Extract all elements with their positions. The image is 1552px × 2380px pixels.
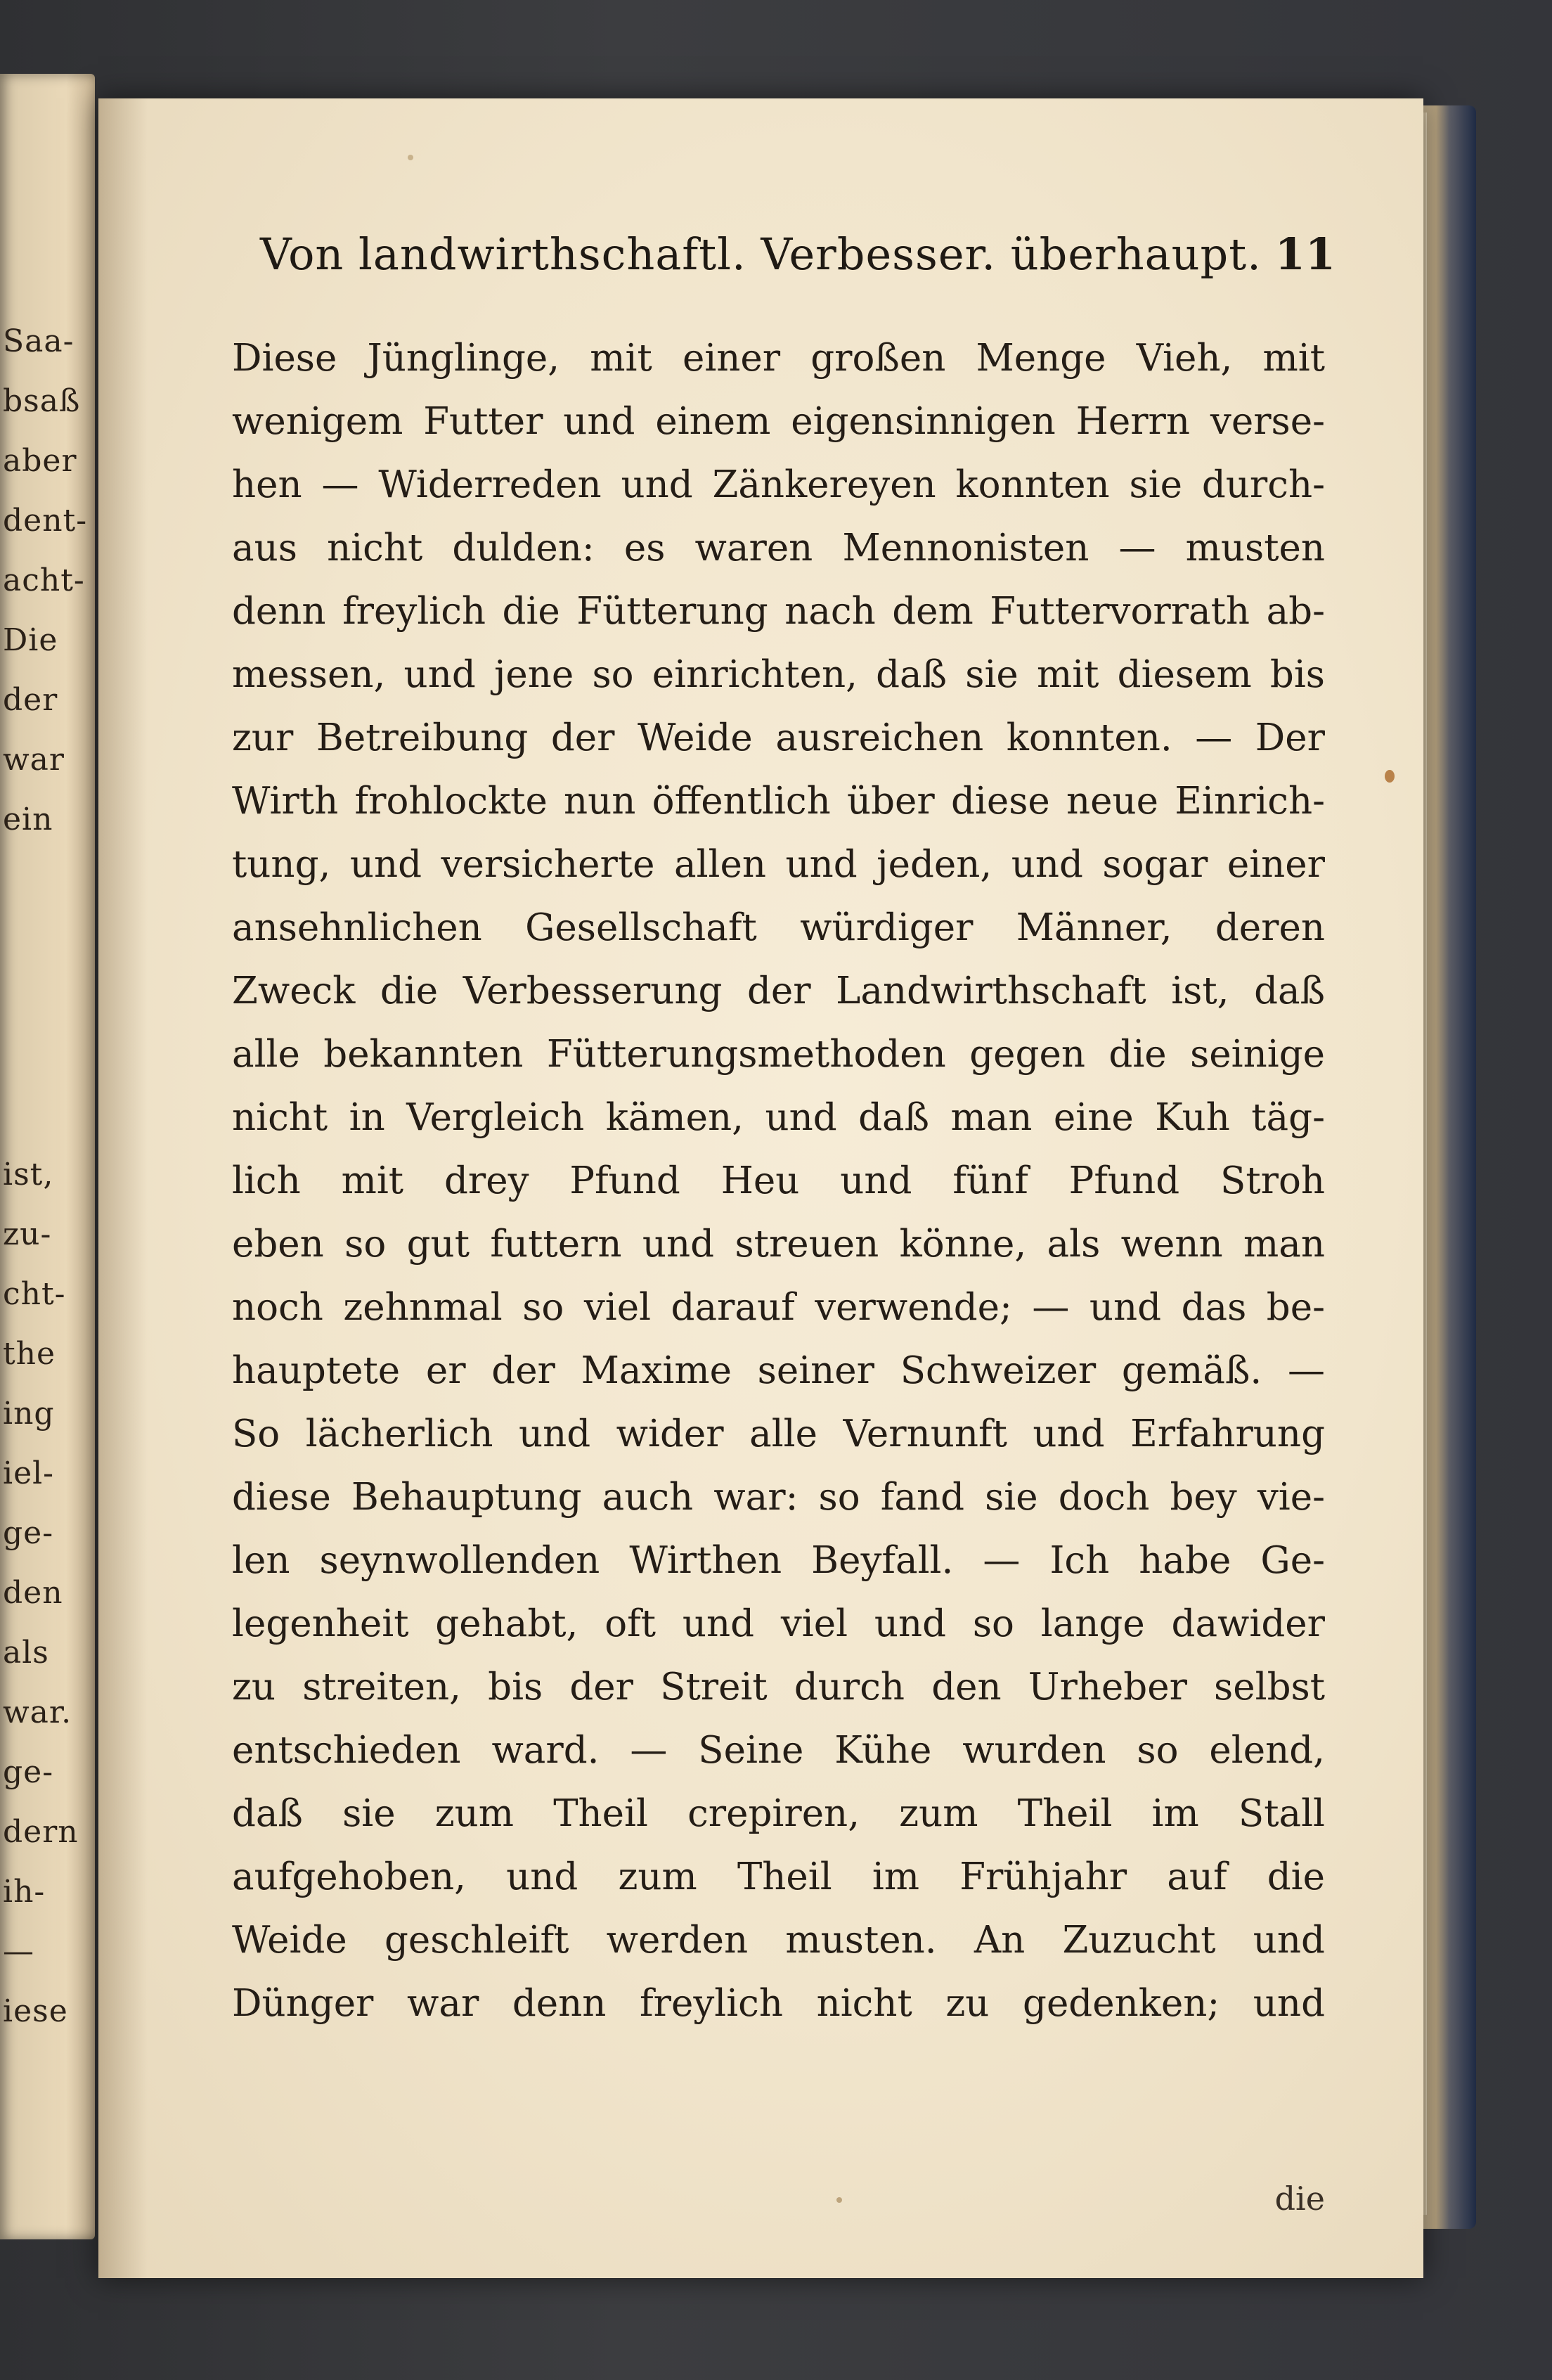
text-line: len seynwollenden Wirthen Beyfall. — Ich habe Ge- xyxy=(232,1539,1325,1582)
text-line: zur Betreibung der Weide ausreichen konnten. — Der xyxy=(232,716,1325,759)
facing-page-text: war xyxy=(3,742,65,778)
text-line: zu streiten, bis der Streit durch den Urheber selbst xyxy=(232,1666,1325,1709)
facing-page-text: ein xyxy=(3,802,53,837)
facing-page-text: der xyxy=(3,682,58,718)
running-header xyxy=(260,221,1336,299)
gutter-shadow xyxy=(98,98,148,2278)
facing-page-text: war. xyxy=(3,1694,72,1730)
text-line: Dünger war denn freylich nicht zu gedenken; und xyxy=(232,1982,1325,2025)
text-line: messen, und jene so einrichten, daß sie mit diesem bis xyxy=(232,653,1325,696)
facing-page-text: acht- xyxy=(3,562,85,598)
text-line: Weide geschleift werden musten. An Zuzucht und xyxy=(232,1919,1325,1962)
paper-speck xyxy=(408,155,413,160)
text-line: eben so gut futtern und streuen könne, als wenn man xyxy=(232,1223,1325,1266)
text-line: daß sie zum Theil crepiren, zum Theil im Stall xyxy=(232,1792,1325,1835)
text-line: legenheit gehabt, oft und viel und so lange dawider xyxy=(232,1602,1325,1645)
facing-page-text: cht- xyxy=(3,1276,66,1312)
body-text xyxy=(232,327,1325,2218)
paper-speck xyxy=(836,2197,842,2203)
catchword: die xyxy=(1274,2180,1325,2218)
text-line: ansehnlichen Gesellschaft würdiger Männer, deren xyxy=(232,906,1325,949)
book-page xyxy=(98,98,1423,2278)
facing-page-text: iel- xyxy=(3,1455,55,1491)
facing-page-text: dern xyxy=(3,1814,79,1850)
facing-page-fragment xyxy=(0,74,95,2239)
text-line: Diese Jünglinge, mit einer großen Menge Vieh, mit xyxy=(232,337,1325,380)
text-line: tung, und versicherte allen und jeden, und sogar einer xyxy=(232,843,1325,886)
text-line: alle bekannten Fütterungsmethoden gegen die seinige xyxy=(232,1033,1325,1076)
text-line: So lächerlich und wider alle Vernunft und Erfahrung xyxy=(232,1413,1325,1455)
facing-page-text: Die xyxy=(3,622,58,658)
facing-page-text: ist, xyxy=(3,1157,54,1192)
facing-page-text: ing xyxy=(3,1396,55,1432)
text-line: wenigem Futter und einem eigensinnigen Herrn verse- xyxy=(232,400,1325,443)
facing-page-text: bsaß xyxy=(3,383,81,419)
running-title: Von landwirthschaftl. Verbesser. überhaupt. xyxy=(260,229,1262,280)
facing-page-text: dent- xyxy=(3,503,88,539)
page-number: 11 xyxy=(1274,229,1336,280)
facing-page-text: the xyxy=(3,1336,56,1372)
text-line: Wirth frohlockte nun öffentlich über diese neue Einrich- xyxy=(232,780,1325,823)
facing-page-text: iese xyxy=(3,1993,68,2029)
text-line: hen — Widerreden und Zänkereyen konnten sie durch- xyxy=(232,463,1325,506)
facing-page-text: zu- xyxy=(3,1216,52,1252)
facing-page-text: aber xyxy=(3,443,77,479)
text-line: aufgehoben, und zum Theil im Frühjahr auf die xyxy=(232,1855,1325,1898)
text-line: entschieden ward. — Seine Kühe wurden so elend, xyxy=(232,1729,1325,1772)
text-line: hauptete er der Maxime seiner Schweizer gemäß. — xyxy=(232,1349,1325,1392)
text-line: noch zehnmal so viel darauf verwende; — und das be- xyxy=(232,1286,1325,1329)
facing-page-text: ge- xyxy=(3,1754,54,1790)
text-line: aus nicht dulden: es waren Mennonisten — musten xyxy=(232,527,1325,570)
paper-stain xyxy=(1385,770,1395,783)
text-line: nicht in Vergleich kämen, und daß man eine Kuh täg- xyxy=(232,1096,1325,1139)
text-line: lich mit drey Pfund Heu und fünf Pfund Stroh xyxy=(232,1159,1325,1202)
facing-page-text: Saa- xyxy=(3,323,75,359)
text-line: denn freylich die Fütterung nach dem Futtervorrath ab- xyxy=(232,590,1325,633)
facing-page-text: ih- xyxy=(3,1874,46,1910)
facing-page-text: ge- xyxy=(3,1515,54,1551)
facing-page-text: — xyxy=(3,1934,34,1969)
text-line: diese Behauptung auch war: so fand sie doch bey vie- xyxy=(232,1476,1325,1519)
facing-page-text: den xyxy=(3,1575,63,1611)
facing-page-text: als xyxy=(3,1635,49,1671)
text-line: Zweck die Verbesserung der Landwirthschaft ist, daß xyxy=(232,970,1325,1012)
